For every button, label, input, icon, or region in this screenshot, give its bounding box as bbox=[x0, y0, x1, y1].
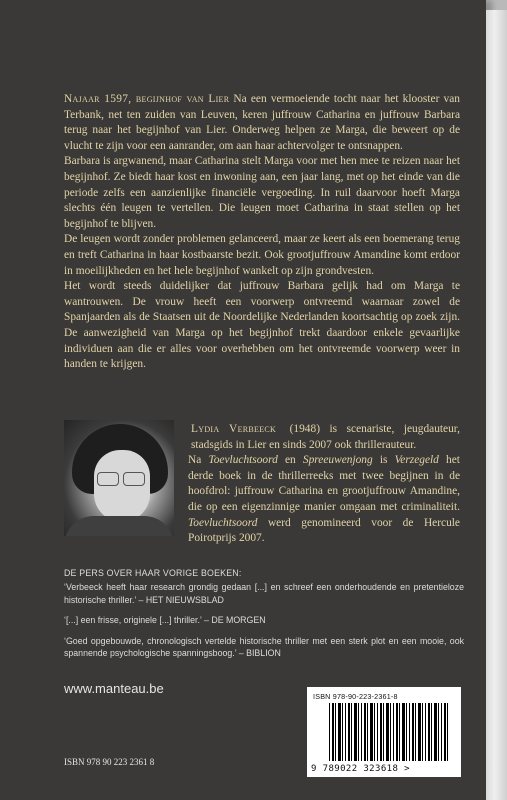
book-title: Toevluchtsoord bbox=[188, 516, 258, 529]
press-quote: ‘[...] een frisse, originele [...] thriller.’ – DE MORGEN bbox=[64, 615, 266, 626]
synopsis-paragraph-1: Najaar 1597, begijnhof van Lier Na een vermoeiende tocht naar het klooster van Terbank, net ten zuiden van Leuven, keren juffrouw Catharina en juffrouw Barbara terug naar het begijnhof van Lier. Onderweg helpen ze Marga, die beweert op de vlucht te zijn voor een aanrander, om aan haar achtervolger te ontsnappen. bbox=[64, 93, 461, 152]
isbn-text: ISBN 978 90 223 2361 8 bbox=[64, 757, 155, 767]
press-source: DE MORGEN bbox=[211, 615, 266, 626]
press-quote: ‘Goed opgebouwde, chronologisch vertelde historische thriller met een sterk plot en een mooie, ook spannende psychologische spanningsboog.’ – BIBLION bbox=[64, 635, 464, 659]
author-bio-paragraph-2: Na Toevluchtsoord en Spreeuwenjong is Verzegeld het derde boek in de thrillerreeks met twee begijnen in de hoofdrol: juffrouw Catharina en grootjuffrouw Amandine, die op een eigenzinnige manier omgaan met criminaliteit. Toevluchtsoord werd genomineerd voor de Hercule Poirotprijs 2007. bbox=[188, 454, 460, 545]
barcode-digits: 9 789022 323618 > bbox=[311, 764, 410, 774]
barcode-isbn: ISBN 978-90-223-2361-8 bbox=[313, 692, 398, 701]
press-quote: ‘Verbeeck heeft haar research grondig gedaan [...] en schreef een onderhoudende en pretentieloze historische thriller.’ – HET NIEUWSBLAD bbox=[64, 582, 464, 605]
barcode-bars bbox=[329, 703, 449, 761]
book-title: Toevluchtsoord bbox=[208, 454, 278, 467]
barcode-label bbox=[307, 687, 461, 777]
synopsis-paragraph-3: De leugen wordt zonder problemen gelanceerd, maar ze keert als een boemerang terug en treft Catharina in haar kostbaarste bezit. Ook grootjuffrouw Amandine komt erdoor in moeilijkheden en het hele begijnhof wankelt op zijn grondvesten. bbox=[64, 233, 460, 277]
synopsis-paragraph-4: Het wordt steeds duidelijker dat juffrouw Barbara gelijk had om Marga te wantrouwen. De vrouw heeft een voorwerp ontvreemd waarnaar zowel de Spanjaarden als de Staatsen uit de Noordelijke Nederlanden koortsachtig op zoek zijn. De aanwezigheid van Marga op het begijnhof trekt daardoor enkele gevaarlijke individuen aan die er alles voor overhebben om het ontvreemde voorwerp weer in handen te krijgen. bbox=[64, 280, 460, 371]
press-quotes bbox=[64, 567, 464, 667]
press-source: BIBLION bbox=[246, 648, 281, 659]
page-edge bbox=[486, 10, 507, 800]
book-title: Spreeuwenjong bbox=[302, 454, 373, 467]
synopsis bbox=[64, 92, 460, 373]
author-bio bbox=[188, 422, 460, 547]
author-bio-paragraph-1: Lydia Verbeeck (1948) is scenariste, jeugdauteur, stadsgids in Lier en sinds 2007 ook thrillerauteur. bbox=[191, 423, 460, 451]
publisher-website: www.manteau.be bbox=[64, 681, 164, 696]
dateline: Najaar 1597, begijnhof van Lier bbox=[64, 93, 230, 105]
author-photo bbox=[64, 420, 174, 536]
press-source: HET NIEUWSBLAD bbox=[145, 594, 224, 605]
press-heading: DE PERS OVER HAAR VORIGE BOEKEN: bbox=[64, 568, 242, 578]
author-name: Lydia Verbeeck bbox=[191, 423, 277, 435]
synopsis-paragraph-2: Barbara is argwanend, maar Catharina stelt Marga voor met hen mee te reizen naar het begijnhof. Ze biedt haar kost en inwoning aan, een jaar lang, met op het einde van die periode zelfs een aanzienlijke financiële vergoeding. In ruil daarvoor hoeft Marga slechts één leugen te vertellen. Die leugen moet Catharina in staat stellen op het begijnhof te blijven. bbox=[64, 155, 460, 230]
book-title: Verzegeld bbox=[394, 454, 439, 467]
